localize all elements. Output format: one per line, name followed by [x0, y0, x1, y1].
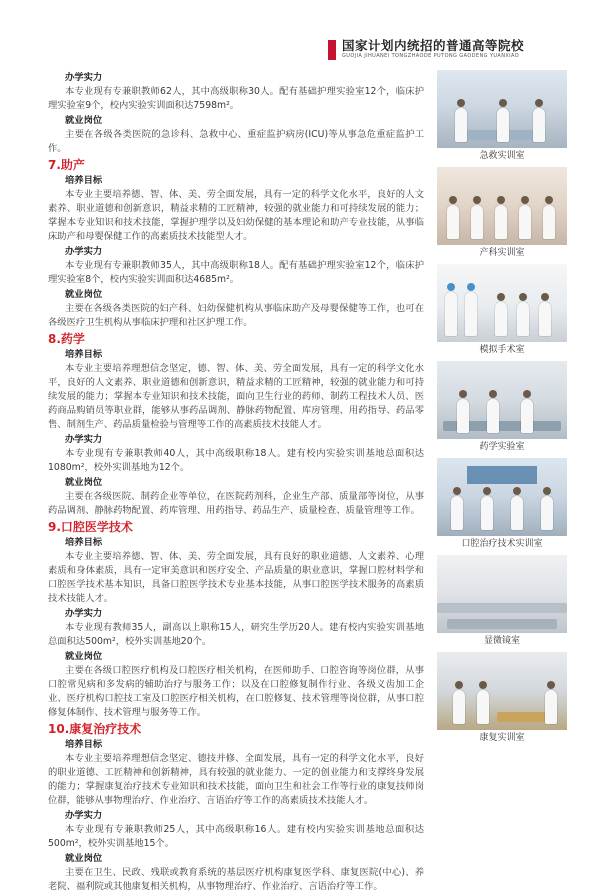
person-figure [477, 690, 489, 724]
subheading: 办学实力 [65, 608, 103, 619]
photo-caption: 康复实训室 [479, 733, 525, 743]
page-header [328, 36, 600, 64]
section-title: 9.口腔医学技术 [48, 520, 133, 534]
person-figure [487, 399, 499, 433]
subheading: 培养目标 [65, 175, 103, 186]
paragraph: 本专业现有专兼职教师62人，其中高级职称30人。配有基础护理实验室12个，临床护理实验室9个，校内实验实训面积达7598m²。 [48, 86, 424, 111]
dental-training-photo [437, 458, 567, 536]
emergency-training-photo [437, 70, 567, 148]
person-figure [445, 292, 457, 336]
section-midwifery [48, 157, 424, 330]
subheading: 就业岗位 [65, 853, 103, 864]
subheading: 办学实力 [65, 434, 103, 445]
paragraph: 本专业现有专兼职教师25人，其中高级职称16人。建有校内实验实训基地总面积达500m²，校外实训基地15个。 [48, 824, 424, 849]
lab-bench [447, 619, 557, 629]
person-figure [521, 399, 533, 433]
person-figure [481, 496, 493, 530]
paragraph: 主要在各级口腔医疗机构及口腔医疗相关机构，在医师助手、口腔咨询等岗位群，从事口腔常见病和多发病的辅助治疗与服务工作；以及在口腔修复制作行业、各级义齿加工企业、医疗机构口腔技工室及口腔医疗相关机构，在口腔修复、技术管理等岗位群，从事口腔修复体制作、技术管理与服务等工作。 [48, 665, 424, 718]
person-figure [447, 205, 459, 239]
person-figure [497, 108, 509, 142]
person-figure [455, 108, 467, 142]
person-figure [465, 292, 477, 336]
pharmacy-lab-photo [437, 361, 567, 439]
paragraph: 主要在卫生、民政、残联或教育系统的基层医疗机构康复医学科、康复医院(中心)、养老院、福利院或其他康复相关机构，从事物理治疗、作业治疗、言语治疗等工作。 [48, 867, 424, 892]
subheading: 就业岗位 [65, 477, 103, 488]
section-title: 10.康复治疗技术 [48, 722, 142, 736]
obstetrics-training-photo [437, 167, 567, 245]
microscope-room-photo [437, 555, 567, 633]
paragraph: 本专业主要培养德、智、体、美、劳全面发展，具有良好的职业道德、人文素养、心理素质和身体素质，具有一定审美意识和医疗安全、产品质量的职业意识，掌握口腔材料学和口腔医学技术基本知识，具备口腔医学技术专业基本技能，从事口腔医学技术服务的高素质技术技能人才。 [48, 551, 424, 604]
header-subtitle: GUOJIA JIHUANEI TONGZHAODE PUTONG GAODENG YUANXIAO [342, 53, 520, 59]
photo-caption: 显微镜室 [483, 636, 520, 646]
person-figure [471, 205, 483, 239]
section-pharmacy [48, 331, 424, 518]
person-figure [457, 399, 469, 433]
main-content [48, 70, 424, 894]
person-figure [543, 205, 555, 239]
section-dental-technology [48, 519, 424, 720]
person-figure [495, 302, 507, 336]
subheading: 就业岗位 [65, 115, 103, 126]
paragraph: 本专业主要培养德、智、体、美、劳全面发展，具有一定的科学文化水平，良好的人文素养、职业道德和创新意识，精益求精的工匠精神，较强的就业能力和可持续发展的能力；掌握本专业知识和技术技能，掌握护理学以及妇幼保健的基本理论和助产专业技能，从事临床助产和母婴保健工作的高素质技术技能型人才。 [48, 189, 424, 242]
paragraph: 本专业主要培养理想信念坚定、德技并修、全面发展，具有一定的科学文化水平，良好的职业道德、工匠精神和创新精神，具有较强的就业能力、一定的创业能力和支撑终身发展的能力；掌握康复治疗技术专业知识和技术技能，面向卫生和社会工作等行业的康复技师岗位群，能够从事物理治疗、作业治疗、言语治疗等工作的高素质技术技能人才。 [48, 753, 424, 806]
person-figure [453, 690, 465, 724]
person-figure [541, 496, 553, 530]
photo-caption: 急救实训室 [479, 151, 525, 161]
section-continued [48, 71, 424, 156]
subheading: 培养目标 [65, 349, 103, 360]
section-title: 8.药学 [48, 332, 85, 346]
subheading: 就业岗位 [65, 289, 103, 300]
photo-item [437, 652, 567, 745]
training-equipment [497, 712, 547, 722]
photo-item [437, 264, 567, 357]
display-board [467, 466, 537, 484]
photo-item [437, 361, 567, 454]
paragraph: 本专业现有专兼职教师40人，其中高级职称18人。建有校内实验实训基地总面积达1080m²，校外实训基地为12个。 [48, 448, 424, 473]
paragraph: 主要在各级各类医院的急诊科、急救中心、重症监护病房(ICU)等从事急危重症监护工作。 [48, 129, 424, 154]
paragraph: 本专业现有专兼职教师35人，其中高级职称18人。配有基础护理实验室12个，临床护理实验室8个，校内实验实训面积达4685m²。 [48, 260, 424, 285]
photo-caption: 产科实训室 [479, 248, 525, 258]
subheading: 办学实力 [65, 246, 103, 257]
photo-column [437, 70, 567, 749]
header-accent-bar [328, 40, 336, 60]
person-figure [517, 302, 529, 336]
person-figure [451, 496, 463, 530]
paragraph: 主要在各级医院、制药企业等单位，在医院药剂科，企业生产部、质量部等岗位，从事药品调剂、静脉药物配置、药库管理、用药指导、药品生产、质量检查、质量管理等工作。 [48, 491, 424, 516]
subheading: 办学实力 [65, 72, 103, 83]
person-figure [495, 205, 507, 239]
person-figure [545, 690, 557, 724]
paragraph: 本专业主要培养理想信念坚定，德、智、体、美、劳全面发展，具有一定的科学文化水平，良好的人文素养、职业道德和创新意识，精益求精的工匠精神，较强的就业能力和可持续发展的能力；掌握本专业知识和技术技能，面向卫生行业的药师、制药工程技术人员、医药商品购销员等职业群，能够从事药品调剂、静脉药物配置、库房管理、用药指导、药品零售、制剂生产、药品质量检验与管理等工作的高素质技术技能人才。 [48, 363, 424, 430]
section-title: 7.助产 [48, 158, 85, 172]
subheading: 办学实力 [65, 810, 103, 821]
photo-item [437, 458, 567, 551]
person-figure [519, 205, 531, 239]
photo-item [437, 167, 567, 260]
person-figure [511, 496, 523, 530]
lab-bench [437, 603, 567, 613]
paragraph: 主要在各级各类医院的妇产科、妇幼保健机构从事临床助产及母婴保健等工作，也可在各级医疗卫生机构从事临床护理和社区护理工作。 [48, 303, 424, 328]
rehabilitation-training-photo [437, 652, 567, 730]
photo-item [437, 555, 567, 648]
photo-caption: 口腔治疗技术实训室 [461, 539, 543, 549]
paragraph: 本专业现有教师35人，副高以上职称15人，研究生学历20人。建有校内实验实训基地总面积达500m²，校外实训基地20个。 [48, 622, 424, 647]
header-title: 国家计划内统招的普通高等院校 [342, 38, 525, 53]
photo-caption: 药学实验室 [479, 442, 525, 452]
person-figure [533, 108, 545, 142]
operating-room-photo [437, 264, 567, 342]
subheading: 培养目标 [65, 739, 103, 750]
section-rehabilitation [48, 721, 424, 894]
person-figure [539, 302, 551, 336]
subheading: 培养目标 [65, 537, 103, 548]
photo-caption: 模拟手术室 [479, 345, 525, 355]
photo-item [437, 70, 567, 163]
subheading: 就业岗位 [65, 651, 103, 662]
